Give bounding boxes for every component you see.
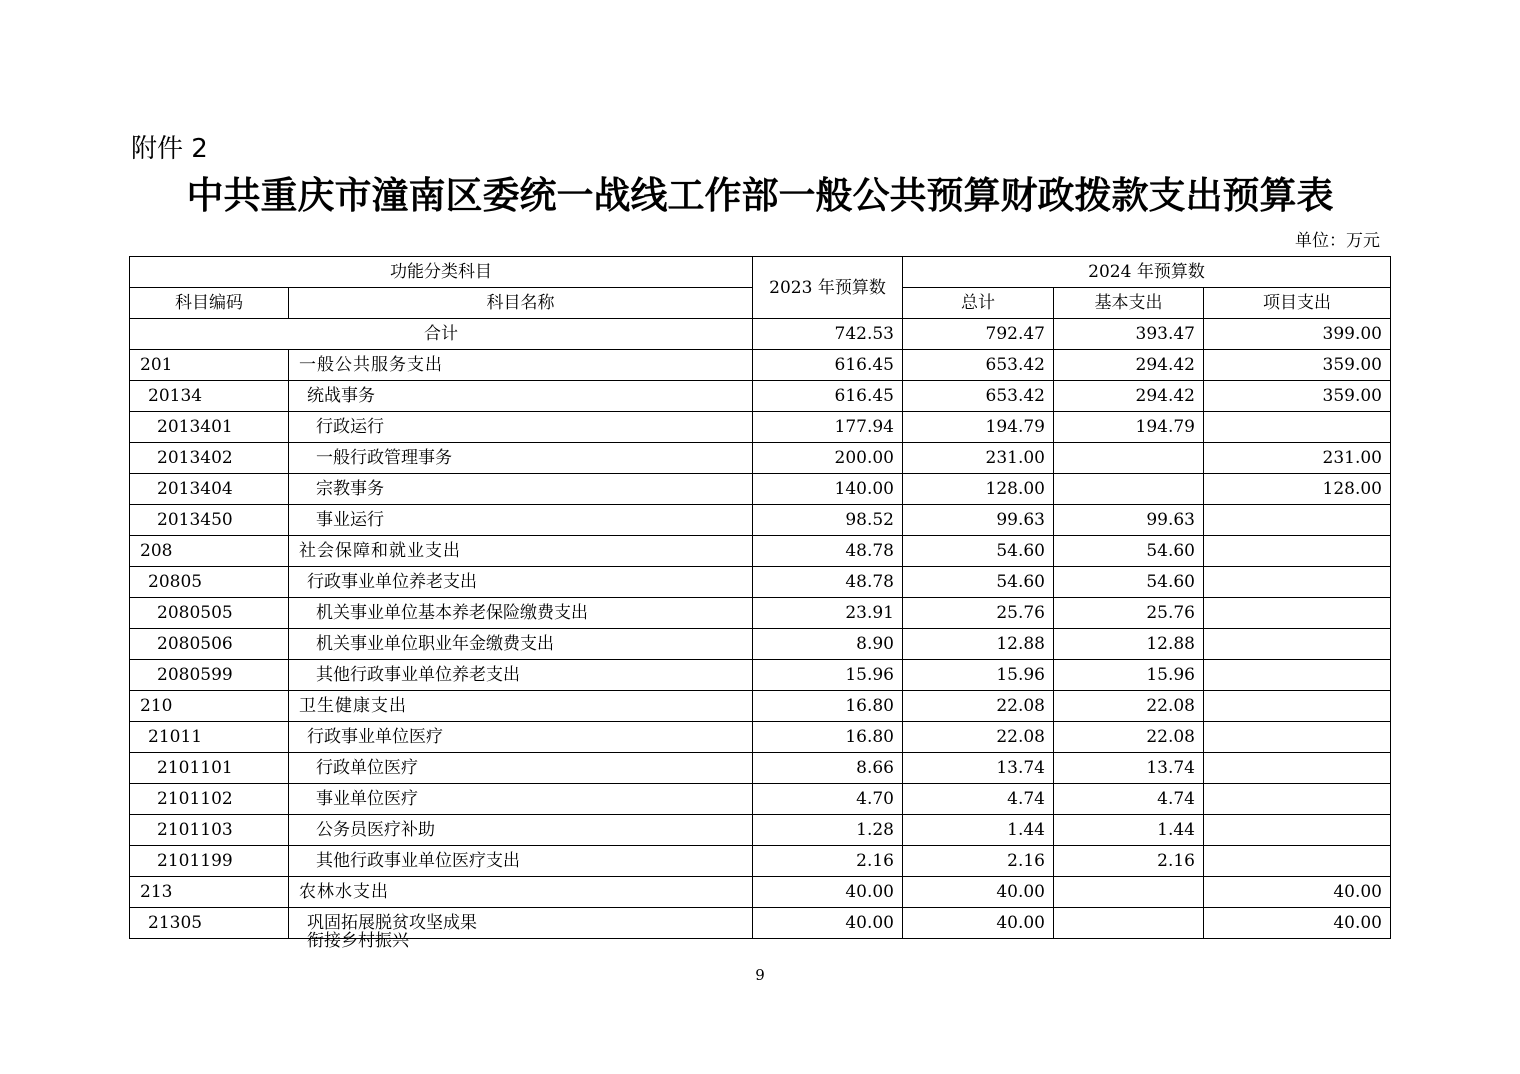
budget-2023-cell: 16.80 <box>753 722 903 753</box>
basic-cell <box>1054 877 1204 908</box>
table-row <box>130 722 1391 753</box>
total-cell: 128.00 <box>903 474 1054 505</box>
subject-code-cell: 2013402 <box>130 443 289 474</box>
basic-cell <box>1054 908 1204 939</box>
header-budget-2024: 2024 年预算数 <box>903 257 1391 288</box>
subject-name-cell <box>289 908 753 951</box>
subject-name-cell: 行政事业单位养老支出 <box>289 567 753 598</box>
total-cell: 231.00 <box>903 443 1054 474</box>
basic-cell: 194.79 <box>1054 412 1204 443</box>
budget-2023-cell: 8.90 <box>753 629 903 660</box>
budget-2023-cell: 40.00 <box>753 877 903 908</box>
total-project: 399.00 <box>1204 319 1391 350</box>
subject-name-cell: 一般公共服务支出 <box>289 350 753 381</box>
basic-cell: 25.76 <box>1054 598 1204 629</box>
project-cell: 231.00 <box>1204 443 1391 474</box>
budget-2023-cell: 48.78 <box>753 536 903 567</box>
project-cell <box>1204 784 1391 815</box>
subject-name-cell: 事业单位医疗 <box>289 784 753 815</box>
subject-code-cell: 208 <box>130 536 289 567</box>
header-subject-name: 科目名称 <box>289 288 753 319</box>
budget-2023-cell: 15.96 <box>753 660 903 691</box>
subject-code-cell: 2013401 <box>130 412 289 443</box>
basic-cell: 2.16 <box>1054 846 1204 877</box>
basic-cell <box>1054 443 1204 474</box>
document-title: 中共重庆市潼南区委统一战线工作部一般公共预算财政拨款支出预算表 <box>186 174 1334 217</box>
project-cell <box>1204 536 1391 567</box>
basic-cell: 294.42 <box>1054 381 1204 412</box>
table-row <box>130 443 1391 474</box>
table-row <box>130 753 1391 784</box>
table-row <box>130 536 1391 567</box>
total-cell: 25.76 <box>903 598 1054 629</box>
subject-name-cell: 机关事业单位职业年金缴费支出 <box>289 629 753 660</box>
table-row <box>130 412 1391 443</box>
total-cell: 40.00 <box>903 908 1054 939</box>
subject-code-cell: 20134 <box>130 381 289 412</box>
header-basic-expenditure: 基本支出 <box>1054 288 1204 319</box>
subject-name-cell: 一般行政管理事务 <box>289 443 753 474</box>
total-cell: 653.42 <box>903 381 1054 412</box>
header-subject-code: 科目编码 <box>130 288 289 319</box>
subject-code-cell: 2101103 <box>130 815 289 846</box>
table-row <box>130 350 1391 381</box>
table-row <box>130 474 1391 505</box>
project-cell: 359.00 <box>1204 381 1391 412</box>
table-row <box>130 567 1391 598</box>
subject-code-cell: 2013450 <box>130 505 289 536</box>
table-row <box>130 381 1391 412</box>
budget-2023-cell: 8.66 <box>753 753 903 784</box>
total-cell: 4.74 <box>903 784 1054 815</box>
basic-cell: 294.42 <box>1054 350 1204 381</box>
table-row <box>130 598 1391 629</box>
total-cell: 12.88 <box>903 629 1054 660</box>
table-row <box>130 629 1391 660</box>
basic-cell: 22.08 <box>1054 722 1204 753</box>
subject-name-cell: 社会保障和就业支出 <box>289 536 753 567</box>
budget-2023-cell: 23.91 <box>753 598 903 629</box>
table-row <box>130 846 1391 877</box>
project-cell <box>1204 567 1391 598</box>
subject-code-cell: 2080506 <box>130 629 289 660</box>
budget-2023-cell: 16.80 <box>753 691 903 722</box>
subject-name-cell: 其他行政事业单位医疗支出 <box>289 846 753 877</box>
total-cell: 194.79 <box>903 412 1054 443</box>
table-row <box>130 815 1391 846</box>
header-functional-category: 功能分类科目 <box>130 257 753 288</box>
project-cell <box>1204 815 1391 846</box>
total-cell: 2.16 <box>903 846 1054 877</box>
attachment-label: 附件 2 <box>131 134 208 164</box>
subject-name-cell: 其他行政事业单位养老支出 <box>289 660 753 691</box>
budget-2023-cell: 48.78 <box>753 567 903 598</box>
basic-cell <box>1054 474 1204 505</box>
project-cell: 128.00 <box>1204 474 1391 505</box>
total-label: 合计 <box>130 319 753 350</box>
total-cell: 15.96 <box>903 660 1054 691</box>
budget-2023-cell: 4.70 <box>753 784 903 815</box>
subject-code-cell: 213 <box>130 877 289 908</box>
project-cell <box>1204 691 1391 722</box>
subject-name-cell: 公务员医疗补助 <box>289 815 753 846</box>
header-total: 总计 <box>903 288 1054 319</box>
basic-cell: 4.74 <box>1054 784 1204 815</box>
subject-name-cell: 行政事业单位医疗 <box>289 722 753 753</box>
page-number: 9 <box>755 966 765 984</box>
budget-2023-cell: 200.00 <box>753 443 903 474</box>
table-row <box>130 784 1391 815</box>
subject-code-cell: 21011 <box>130 722 289 753</box>
basic-cell: 15.96 <box>1054 660 1204 691</box>
subject-name-cell: 宗教事务 <box>289 474 753 505</box>
subject-name-cell: 卫生健康支出 <box>289 691 753 722</box>
project-cell <box>1204 660 1391 691</box>
header-row-1 <box>130 257 1391 288</box>
total-cell: 22.08 <box>903 722 1054 753</box>
project-cell <box>1204 753 1391 784</box>
total-total: 792.47 <box>903 319 1054 350</box>
project-cell <box>1204 722 1391 753</box>
subject-name-cell: 行政单位医疗 <box>289 753 753 784</box>
budget-2023-cell: 177.94 <box>753 412 903 443</box>
budget-2023-cell: 616.45 <box>753 350 903 381</box>
basic-cell: 1.44 <box>1054 815 1204 846</box>
table-row <box>130 908 1391 939</box>
project-cell <box>1204 505 1391 536</box>
subject-code-cell: 20805 <box>130 567 289 598</box>
table-row <box>130 691 1391 722</box>
total-budget-2023: 742.53 <box>753 319 903 350</box>
subject-name-cell: 事业运行 <box>289 505 753 536</box>
budget-2023-cell: 1.28 <box>753 815 903 846</box>
subject-code-cell: 210 <box>130 691 289 722</box>
subject-name-cell: 统战事务 <box>289 381 753 412</box>
basic-cell: 12.88 <box>1054 629 1204 660</box>
budget-2023-cell: 98.52 <box>753 505 903 536</box>
subject-name-overflow-line: 衔接乡村振兴 <box>307 931 409 951</box>
header-budget-2023: 2023 年预算数 <box>753 257 903 319</box>
subject-code-cell: 2013404 <box>130 474 289 505</box>
total-cell: 653.42 <box>903 350 1054 381</box>
budget-2023-cell: 2.16 <box>753 846 903 877</box>
budget-2023-cell: 140.00 <box>753 474 903 505</box>
project-cell: 359.00 <box>1204 350 1391 381</box>
budget-2023-cell: 616.45 <box>753 381 903 412</box>
project-cell <box>1204 412 1391 443</box>
total-cell: 13.74 <box>903 753 1054 784</box>
table-row <box>130 505 1391 536</box>
table-row <box>130 660 1391 691</box>
basic-cell: 22.08 <box>1054 691 1204 722</box>
unit-label: 单位：万元 <box>1295 231 1380 251</box>
total-cell: 99.63 <box>903 505 1054 536</box>
header-project-expenditure: 项目支出 <box>1204 288 1391 319</box>
project-cell <box>1204 598 1391 629</box>
table-row <box>130 877 1391 908</box>
total-cell: 22.08 <box>903 691 1054 722</box>
subject-name-cell: 行政运行 <box>289 412 753 443</box>
basic-cell: 99.63 <box>1054 505 1204 536</box>
subject-code-cell: 2080505 <box>130 598 289 629</box>
subject-name-cell: 机关事业单位基本养老保险缴费支出 <box>289 598 753 629</box>
subject-code-cell: 2101102 <box>130 784 289 815</box>
budget-2023-cell: 40.00 <box>753 908 903 939</box>
total-row <box>130 319 1391 350</box>
subject-code-cell: 2101101 <box>130 753 289 784</box>
subject-code-cell: 2101199 <box>130 846 289 877</box>
total-cell: 54.60 <box>903 567 1054 598</box>
total-basic: 393.47 <box>1054 319 1204 350</box>
basic-cell: 13.74 <box>1054 753 1204 784</box>
project-cell: 40.00 <box>1204 908 1391 939</box>
total-cell: 40.00 <box>903 877 1054 908</box>
total-cell: 54.60 <box>903 536 1054 567</box>
project-cell <box>1204 629 1391 660</box>
total-cell: 1.44 <box>903 815 1054 846</box>
budget-table <box>129 256 1391 951</box>
subject-code-cell: 21305 <box>130 908 289 939</box>
basic-cell: 54.60 <box>1054 567 1204 598</box>
subject-name-line: 巩固拓展脱贫攻坚成果 <box>307 913 477 933</box>
subject-name-cell: 农林水支出 <box>289 877 753 908</box>
project-cell <box>1204 846 1391 877</box>
subject-code-cell: 2080599 <box>130 660 289 691</box>
subject-code-cell: 201 <box>130 350 289 381</box>
project-cell: 40.00 <box>1204 877 1391 908</box>
basic-cell: 54.60 <box>1054 536 1204 567</box>
